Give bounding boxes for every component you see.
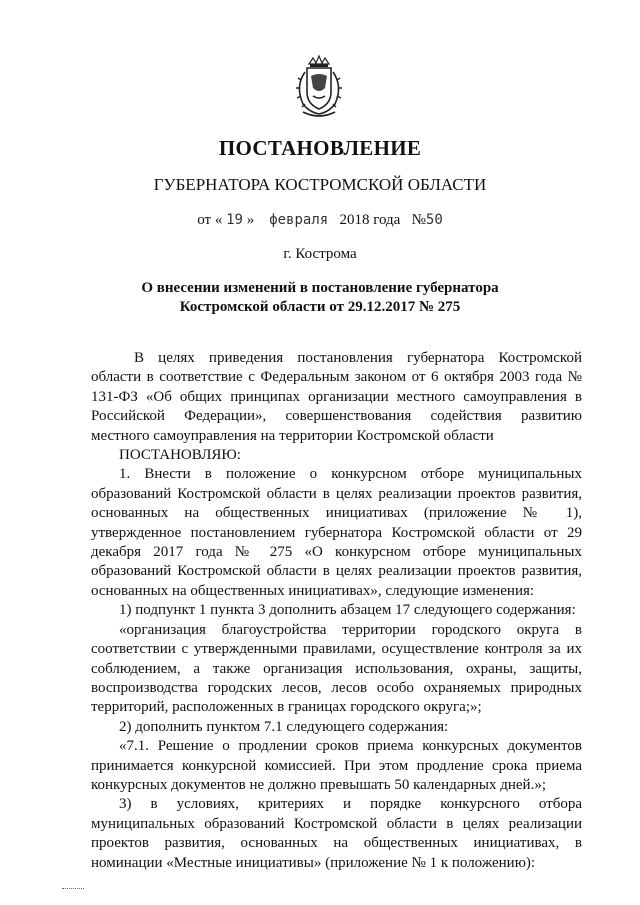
heading-line-1: О внесении изменений в постановление губернатора (141, 280, 499, 296)
paragraph-subitem-3: 3) в условиях, критериях и порядке конкурсного отбора муниципальных образований Костромской области в целях реализации проектов развития, основанных на общественных инициативах, в номинации «Местные инициативы» (приложение № 1 к положению): (91, 796, 582, 871)
paragraph-quote-2: «7.1. Решение о продлении сроков приема конкурсных документов принимается конкурсной комиссией. При этом продление срока приема конкурсных документов не должно превышать 50 календарных дней.»; (91, 738, 582, 793)
coat-of-arms-emblem (293, 54, 345, 120)
document-date-line (0, 212, 640, 229)
document-heading (0, 279, 640, 317)
paragraph-preamble: В целях приведения постановления губернатора Костромской области в соответствие с Федеральным законом от 6 октября 2003 года № 131-ФЗ «Об общих принципах организации местного самоуправления в Российской Федерации», совершенствования содействия развитию местного самоуправления на территории Костромской области (91, 350, 582, 444)
date-day: 19 (226, 212, 243, 228)
document-body (91, 349, 582, 873)
date-month: февраля (269, 212, 329, 228)
footer-mark (62, 888, 84, 889)
number-sign: № (411, 212, 426, 228)
paragraph-quote-1: «организация благоустройства территории городского округа в соответствии с утвержденными правилами, осуществление контроля за их соблюдением, а также организация использования, охраны, защиты, воспроизводства городских лесов, лесов особо охраняемых природных территорий, расположенных в границах городского округа;»; (91, 621, 582, 716)
paragraph-subitem-1: 1) подпункт 1 пункта 3 дополнить абзацем 17 следующего содержания: (119, 602, 576, 619)
paragraph-subitem-2: 2) дополнить пунктом 7.1 следующего содержания: (119, 718, 449, 735)
document-city: г. Кострома (283, 246, 357, 262)
document-issuer: ГУБЕРНАТОРА КОСТРОМСКОЙ ОБЛАСТИ (153, 175, 487, 194)
document-title: ПОСТАНОВЛЕНИЕ (218, 136, 422, 160)
document-number: 50 (425, 212, 443, 228)
paragraph-item-1: 1. Внести в положение о конкурсном отборе муниципальных образований Костромской области в целях реализации проектов развития, основанных на общественных инициативах (приложение № 1), утвержденное постановлением губернатора Костромской области от 29 декабря 2017 года № 275 «О конкурсном отборе муниципальных образований Костромской области в целях реализации проектов развития, основанных на общественных инициативах», следующие изменения: (91, 466, 582, 599)
date-year: 2018 года (339, 212, 401, 228)
heading-line-2: Костромской области от 29.12.2017 № 275 (179, 299, 461, 315)
date-mid: » (246, 212, 255, 228)
paragraph-decree: ПОСТАНОВЛЯЮ: (119, 447, 241, 464)
date-prefix: от « (197, 212, 223, 228)
